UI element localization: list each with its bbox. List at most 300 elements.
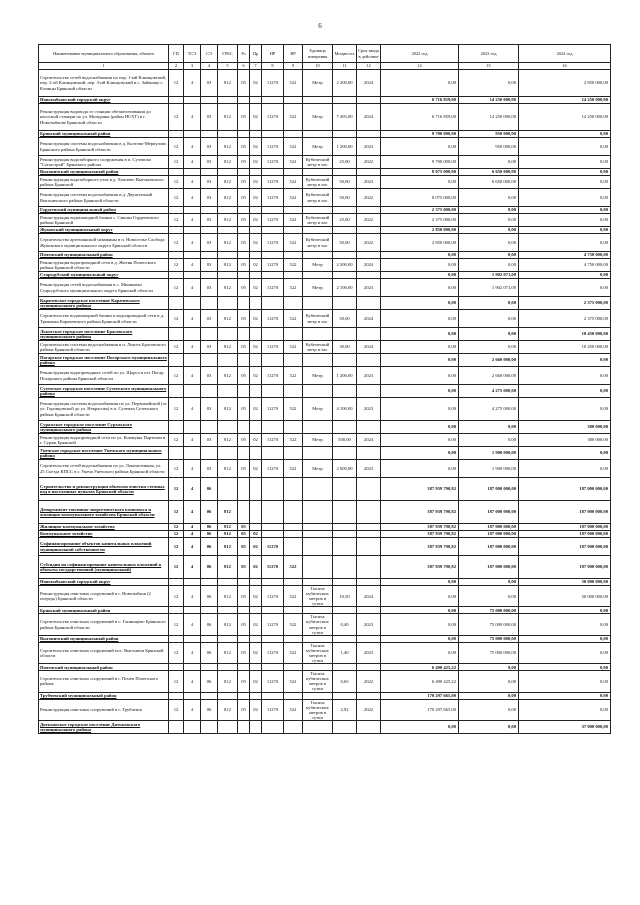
cell-vr	[284, 252, 303, 259]
cell-rz: 05	[238, 538, 250, 556]
cell-y2022: 2 850 000,00	[381, 234, 459, 252]
cell-y2023: 0,00	[459, 156, 519, 169]
cell-grbs: 812	[218, 586, 238, 607]
cell-tse	[184, 579, 201, 586]
cell-y2022: 0,00	[381, 642, 459, 663]
cell-commission-year: 2023	[357, 398, 381, 421]
cell-object-name: Строительство сетей водоснабжения по пер. 1-ый Клинцовский, пер. 2-ой Клинцовский, пер. 3-ий Клинцовский в с. Займище г. Клинцы Брянской области	[39, 70, 169, 97]
cell-unit: Кубический метр в час	[303, 214, 333, 227]
cell-unit	[303, 579, 333, 586]
cell-gp: 12	[169, 341, 184, 354]
cell-nr: 11270	[262, 699, 284, 720]
cell-capacity	[333, 692, 357, 699]
cell-unit	[303, 207, 333, 214]
column-number-cell: 6	[238, 63, 250, 70]
cell-capacity	[333, 272, 357, 279]
cell-pr: 02	[250, 586, 262, 607]
cell-nr: 11270	[262, 214, 284, 227]
section-row	[39, 272, 611, 279]
cell-unit	[303, 227, 333, 234]
cell-object-name: Коммунальное хозяйство	[39, 531, 169, 538]
cell-unit	[303, 97, 333, 104]
cell-y2023: 1 900 000,00	[459, 460, 519, 478]
cell-y2022: 0,00	[381, 607, 459, 614]
cell-gp	[169, 131, 184, 138]
cell-pr: 02	[250, 398, 262, 421]
cell-gp: 12	[169, 538, 184, 556]
cell-y2024: 14 250 000,00	[519, 97, 611, 104]
cell-y2022: 6 490 425,22	[381, 664, 459, 671]
cell-se	[201, 169, 218, 176]
cell-vr: 522	[284, 460, 303, 478]
cell-rz: 05	[238, 156, 250, 169]
cell-nr: 11270	[262, 614, 284, 635]
cell-pr	[250, 607, 262, 614]
cell-object-name: Строительство очистных сооружений в с. Глинищево Брянского района Брянской области	[39, 614, 169, 635]
cell-pr	[250, 524, 262, 531]
cell-pr: 02	[250, 176, 262, 189]
cell-y2023: 187 000 000,00	[459, 524, 519, 531]
cell-y2023: 187 000 000,00	[459, 501, 519, 524]
column-number-cell: 16	[519, 63, 611, 70]
cell-rz: 05	[238, 524, 250, 531]
cell-capacity	[333, 421, 357, 434]
cell-y2023: 0,00	[459, 234, 519, 252]
cell-y2022: 0,00	[381, 279, 459, 297]
cell-pr	[250, 297, 262, 310]
cell-commission-year	[357, 579, 381, 586]
cell-y2024: 0,00	[519, 699, 611, 720]
header-cell-commission-year: Срок ввода в действие	[357, 45, 381, 63]
cell-y2022: 0,00	[381, 367, 459, 385]
cell-commission-year	[357, 207, 381, 214]
cell-gp	[169, 169, 184, 176]
cell-grbs: 812	[218, 214, 238, 227]
section-row	[39, 207, 611, 214]
cell-unit	[303, 635, 333, 642]
cell-pr	[250, 579, 262, 586]
cell-vr	[284, 328, 303, 341]
cell-y2024: 4 750 000,00	[519, 252, 611, 259]
column-number-cell: 14	[381, 63, 459, 70]
cell-capacity: 0,40	[333, 614, 357, 635]
column-number-cell: 1	[39, 63, 169, 70]
cell-nr	[262, 447, 284, 460]
cell-grbs: 812	[218, 642, 238, 663]
cell-y2022: 0,00	[381, 586, 459, 607]
cell-y2023: 0,00	[459, 671, 519, 692]
cell-object-name: Софинансирование объектов капитальных вложений муниципальной собственности	[39, 538, 169, 556]
cell-commission-year: 2022	[357, 671, 381, 692]
cell-se: 06	[201, 501, 218, 524]
cell-pr: 02	[250, 538, 262, 556]
cell-y2024: 0,00	[519, 138, 611, 156]
header-cell-se: СЭ	[201, 45, 218, 63]
section-row	[39, 538, 611, 556]
cell-se	[201, 227, 218, 234]
cell-gp: 12	[169, 156, 184, 169]
cell-capacity	[333, 169, 357, 176]
cell-rz	[238, 478, 250, 501]
cell-vr: 522	[284, 642, 303, 663]
cell-y2024: 0,00	[519, 398, 611, 421]
cell-y2024: 0,00	[519, 131, 611, 138]
cell-unit: Метр	[303, 259, 333, 272]
cell-pr	[250, 421, 262, 434]
cell-grbs	[218, 227, 238, 234]
cell-unit	[303, 385, 333, 398]
section-row	[39, 227, 611, 234]
cell-rz: 05	[238, 234, 250, 252]
cell-tse: 4	[184, 214, 201, 227]
cell-gp: 12	[169, 138, 184, 156]
cell-nr: 11270	[262, 556, 284, 579]
cell-pr: 02	[250, 138, 262, 156]
cell-vr: 522	[284, 434, 303, 447]
cell-se: 06	[201, 642, 218, 663]
cell-tse	[184, 421, 201, 434]
cell-grbs	[218, 478, 238, 501]
cell-capacity	[333, 538, 357, 556]
cell-pr: 02	[250, 531, 262, 538]
header-cell-rz: Рз	[238, 45, 250, 63]
cell-se: 03	[201, 434, 218, 447]
cell-y2024: 0,00	[519, 692, 611, 699]
cell-tse	[184, 354, 201, 367]
cell-capacity	[333, 297, 357, 310]
cell-rz	[238, 421, 250, 434]
page-number: 6	[318, 22, 322, 30]
cell-gp	[169, 385, 184, 398]
cell-unit: Тысяча кубических метров в сутки	[303, 642, 333, 663]
cell-pr: 02	[250, 341, 262, 354]
cell-pr: 02	[250, 434, 262, 447]
cell-grbs	[218, 297, 238, 310]
cell-capacity	[333, 328, 357, 341]
cell-tse	[184, 328, 201, 341]
cell-rz: 05	[238, 341, 250, 354]
cell-y2024: 0,00	[519, 207, 611, 214]
cell-nr	[262, 131, 284, 138]
cell-nr	[262, 169, 284, 176]
cell-se: 03	[201, 398, 218, 421]
cell-gp: 12	[169, 556, 184, 579]
cell-tse	[184, 635, 201, 642]
table-row	[39, 398, 611, 421]
cell-unit	[303, 447, 333, 460]
cell-gp	[169, 447, 184, 460]
cell-se: 03	[201, 176, 218, 189]
cell-nr: 11270	[262, 70, 284, 97]
cell-tse: 4	[184, 189, 201, 207]
cell-tse	[184, 385, 201, 398]
cell-gp: 12	[169, 642, 184, 663]
cell-object-name: Реконструкция системы водоснабжения по ул. Первомайской (от ул. Горовцовской до ул. Некрасова) в п. Суземка Суземского района Брянской области	[39, 398, 169, 421]
cell-object-name: Реконструкция сетей водоснабжения в с. Мишковка Стародубского муниципального округа Брянской области	[39, 279, 169, 297]
cell-gp	[169, 635, 184, 642]
cell-tse: 4	[184, 70, 201, 97]
cell-y2023: 0,00	[459, 328, 519, 341]
cell-rz: 05	[238, 70, 250, 97]
header-cell-nr: НР	[262, 45, 284, 63]
cell-grbs	[218, 169, 238, 176]
cell-nr: 11270	[262, 176, 284, 189]
cell-capacity: 1,40	[333, 642, 357, 663]
section-row	[39, 501, 611, 524]
cell-pr	[250, 447, 262, 460]
cell-capacity	[333, 227, 357, 234]
cell-unit: Метр	[303, 398, 333, 421]
cell-y2023: 0,00	[459, 259, 519, 272]
section-row	[39, 328, 611, 341]
cell-se: 06	[201, 614, 218, 635]
cell-capacity: 25,00	[333, 156, 357, 169]
header-cell-y2022: 2022 год	[381, 45, 459, 63]
cell-grbs	[218, 720, 238, 733]
cell-rz	[238, 297, 250, 310]
cell-object-name: Брянский муниципальный район	[39, 131, 169, 138]
cell-gp	[169, 421, 184, 434]
cell-object-name: Суражское городское поселение Суражского муниципального района	[39, 421, 169, 434]
cell-y2022: 6 716 859,00	[381, 104, 459, 131]
cell-unit	[303, 421, 333, 434]
cell-y2023: 0,00	[459, 189, 519, 207]
cell-capacity	[333, 447, 357, 460]
cell-nr	[262, 664, 284, 671]
cell-y2022: 0,00	[381, 635, 459, 642]
cell-pr: 02	[250, 234, 262, 252]
cell-unit: Кубический метр в час	[303, 189, 333, 207]
cell-grbs: 812	[218, 279, 238, 297]
cell-y2023: 2 660 000,00	[459, 354, 519, 367]
cell-tse	[184, 131, 201, 138]
cell-vr	[284, 169, 303, 176]
cell-object-name: Реконструкция водозаборного сооружения в п. Суземско "Согыстрой" Брянского района	[39, 156, 169, 169]
cell-y2024: 2 375 000,00	[519, 310, 611, 328]
cell-tse: 4	[184, 531, 201, 538]
cell-nr: 11270	[262, 138, 284, 156]
cell-object-name: Дятьковское городское поселение Дятьковского муниципального района	[39, 720, 169, 733]
cell-unit	[303, 131, 333, 138]
cell-se	[201, 131, 218, 138]
cell-gp	[169, 207, 184, 214]
cell-rz: 05	[238, 367, 250, 385]
cell-nr	[262, 720, 284, 733]
cell-vr	[284, 692, 303, 699]
column-number-cell: 9	[284, 63, 303, 70]
cell-object-name: Реконструкция водопроводных сетей по ул. Щорса в пгт Погар Погарского района Брянской области	[39, 367, 169, 385]
cell-capacity: 2 500,00	[333, 259, 357, 272]
cell-vr	[284, 579, 303, 586]
cell-tse: 4	[184, 671, 201, 692]
cell-y2022: 0,00	[381, 70, 459, 97]
cell-y2022: 0,00	[381, 252, 459, 259]
cell-rz: 05	[238, 434, 250, 447]
cell-y2024: 0,00	[519, 671, 611, 692]
cell-y2023: 0,00	[459, 207, 519, 214]
cell-tse: 4	[184, 478, 201, 501]
cell-y2024: 0,00	[519, 447, 611, 460]
cell-pr: 02	[250, 699, 262, 720]
cell-y2023: 0,00	[459, 297, 519, 310]
cell-pr	[250, 207, 262, 214]
cell-vr: 522	[284, 398, 303, 421]
cell-grbs	[218, 354, 238, 367]
cell-gp: 12	[169, 586, 184, 607]
cell-unit: Метр	[303, 279, 333, 297]
cell-y2022: 8 075 000,00	[381, 189, 459, 207]
cell-se	[201, 447, 218, 460]
section-row	[39, 169, 611, 176]
header-cell-grbs: ГРБС	[218, 45, 238, 63]
cell-se	[201, 297, 218, 310]
cell-y2023: 0,00	[459, 341, 519, 354]
cell-gp: 12	[169, 279, 184, 297]
cell-capacity	[333, 524, 357, 531]
cell-capacity: 500,00	[333, 434, 357, 447]
cell-commission-year: 2022	[357, 189, 381, 207]
cell-vr	[284, 607, 303, 614]
cell-capacity	[333, 385, 357, 398]
cell-object-name: Жилищно-коммунальное хозяйство	[39, 524, 169, 531]
cell-gp: 12	[169, 460, 184, 478]
cell-unit	[303, 252, 333, 259]
cell-commission-year	[357, 538, 381, 556]
cell-se	[201, 720, 218, 733]
cell-tse	[184, 97, 201, 104]
cell-tse: 4	[184, 234, 201, 252]
cell-y2024: 187 000 000,00	[519, 531, 611, 538]
cell-vr	[284, 635, 303, 642]
cell-gp: 12	[169, 671, 184, 692]
cell-tse: 4	[184, 398, 201, 421]
cell-tse: 4	[184, 586, 201, 607]
cell-y2022: 0,00	[381, 398, 459, 421]
cell-se	[201, 579, 218, 586]
cell-tse	[184, 720, 201, 733]
cell-nr: 11270	[262, 341, 284, 354]
cell-y2022: 0,00	[381, 297, 459, 310]
cell-object-name: Реконструкция водопроводной сети по ул. Коммуны Партизан в г. Сураж Брянской	[39, 434, 169, 447]
cell-y2024: 0,00	[519, 635, 611, 642]
cell-rz	[238, 447, 250, 460]
cell-unit: Кубический метр в час	[303, 234, 333, 252]
cell-tse	[184, 169, 201, 176]
cell-tse	[184, 207, 201, 214]
column-number-cell: 2	[169, 63, 184, 70]
cell-y2024: 37 000 000,00	[519, 720, 611, 733]
cell-rz	[238, 354, 250, 367]
cell-nr: 11270	[262, 398, 284, 421]
cell-se: 03	[201, 367, 218, 385]
cell-se: 03	[201, 70, 218, 97]
cell-vr	[284, 538, 303, 556]
cell-se: 06	[201, 531, 218, 538]
cell-capacity: 50,00	[333, 234, 357, 252]
cell-se: 06	[201, 524, 218, 531]
cell-grbs: 812	[218, 699, 238, 720]
cell-pr	[250, 272, 262, 279]
cell-grbs: 812	[218, 556, 238, 579]
cell-y2022: 0,00	[381, 614, 459, 635]
cell-se	[201, 421, 218, 434]
cell-y2024: 0,00	[519, 189, 611, 207]
column-number-row	[39, 63, 611, 70]
cell-object-name: Реконструкция очистных сооружений в г. Новозыбков (2 очередь) Брянской области	[39, 586, 169, 607]
cell-vr	[284, 421, 303, 434]
cell-y2023: 0,00	[459, 664, 519, 671]
cell-se: 03	[201, 341, 218, 354]
cell-se: 03	[201, 310, 218, 328]
cell-rz	[238, 131, 250, 138]
cell-commission-year	[357, 328, 381, 341]
cell-y2022: 170 297 665,00	[381, 699, 459, 720]
cell-gp	[169, 664, 184, 671]
cell-unit	[303, 297, 333, 310]
cell-y2024: 187 000 000,00	[519, 538, 611, 556]
cell-unit	[303, 664, 333, 671]
cell-vr	[284, 664, 303, 671]
cell-grbs	[218, 207, 238, 214]
section-row	[39, 692, 611, 699]
cell-commission-year	[357, 720, 381, 733]
cell-unit	[303, 720, 333, 733]
cell-y2022: 0,00	[381, 138, 459, 156]
cell-pr: 02	[250, 556, 262, 579]
cell-pr: 02	[250, 70, 262, 97]
cell-grbs	[218, 97, 238, 104]
cell-pr	[250, 720, 262, 733]
cell-rz	[238, 328, 250, 341]
cell-se	[201, 385, 218, 398]
cell-nr	[262, 579, 284, 586]
cell-se	[201, 692, 218, 699]
cell-unit: Тысяча кубических метров в сутки	[303, 699, 333, 720]
cell-object-name: Строительство водонапорной башни и водопроводной сети в д. Трыковка Карачевского района Брянской области	[39, 310, 169, 328]
section-row	[39, 531, 611, 538]
cell-y2023: 75 000 000,00	[459, 642, 519, 663]
cell-object-name: Новозыбковский городской округ	[39, 579, 169, 586]
cell-y2024: 0,00	[519, 385, 611, 398]
cell-tse: 4	[184, 434, 201, 447]
cell-object-name: Трубчевский муниципальный район	[39, 692, 169, 699]
cell-y2023: 0,00	[459, 434, 519, 447]
cell-y2024: 0,00	[519, 272, 611, 279]
cell-y2024: 0,00	[519, 227, 611, 234]
cell-grbs: 812	[218, 398, 238, 421]
cell-grbs	[218, 328, 238, 341]
table-row	[39, 586, 611, 607]
cell-unit: Метр	[303, 138, 333, 156]
cell-object-name: Карачевское городское поселение Карачевского муниципального района	[39, 297, 169, 310]
cell-gp	[169, 354, 184, 367]
cell-se: 03	[201, 104, 218, 131]
table-row	[39, 234, 611, 252]
cell-nr	[262, 297, 284, 310]
cell-vr: 522	[284, 104, 303, 131]
cell-nr	[262, 531, 284, 538]
section-row	[39, 720, 611, 733]
section-row	[39, 385, 611, 398]
cell-y2023: 6 650 000,00	[459, 176, 519, 189]
cell-y2022: 6 490 425,22	[381, 671, 459, 692]
cell-y2023: 0,00	[459, 227, 519, 234]
cell-nr	[262, 421, 284, 434]
cell-nr: 11270	[262, 538, 284, 556]
cell-y2022: 0,00	[381, 434, 459, 447]
cell-rz: 05	[238, 699, 250, 720]
cell-commission-year	[357, 556, 381, 579]
